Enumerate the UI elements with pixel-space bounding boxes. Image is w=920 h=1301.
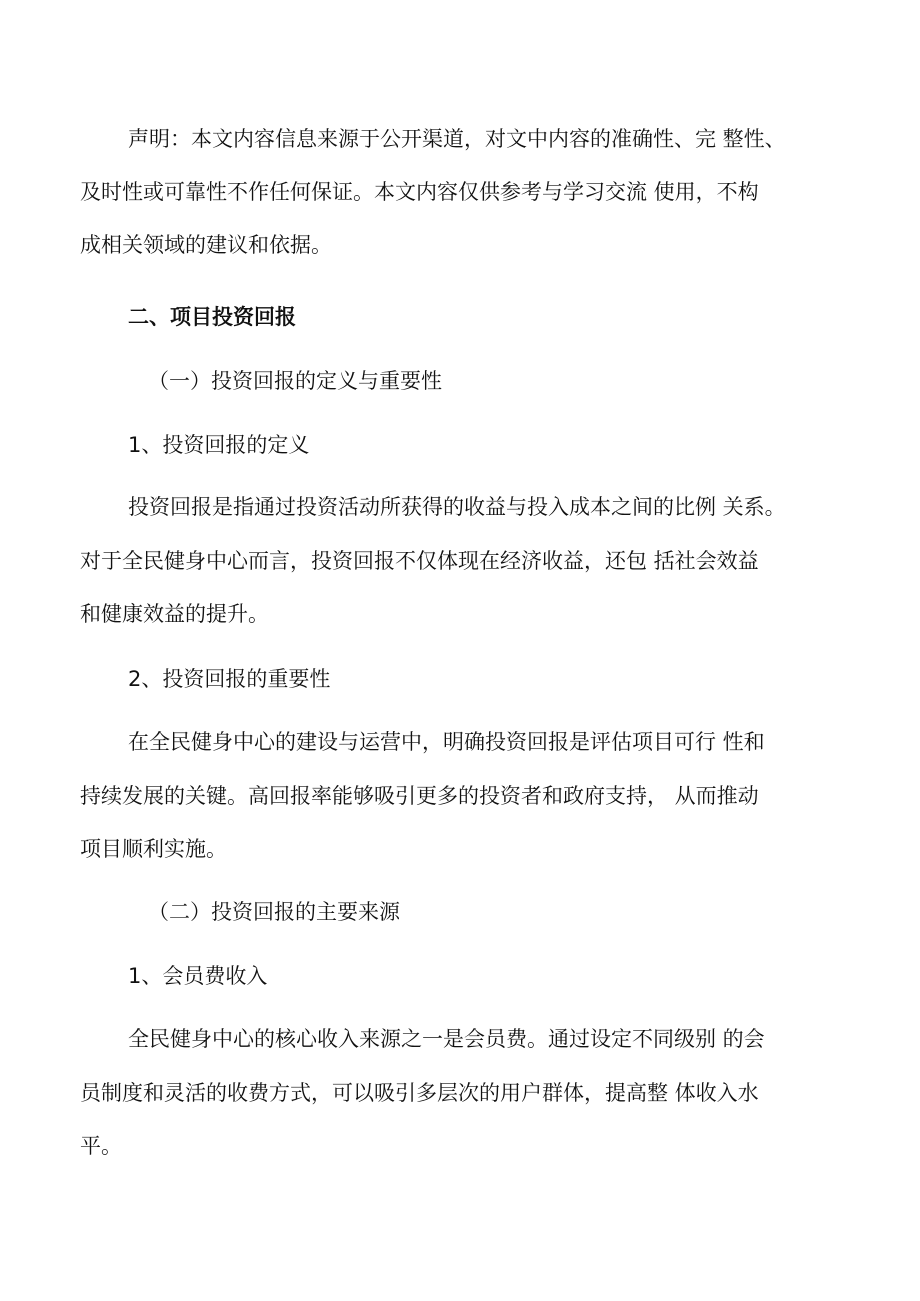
- item-body-3-line-1: 全民健身中心的核心收入来源之一是会员费。通过设定不同级别 的会: [128, 1027, 765, 1051]
- disclaimer-line-1: 声明：本文内容信息来源于公开渠道，对文中内容的准确性、完 整性、: [128, 127, 786, 151]
- item-body-1-line-2: 对于全民健身中心而言，投资回报不仅体现在经济收益，还包 括社会效益: [80, 549, 759, 573]
- disclaimer-line-2: 及时性或可靠性不作任何保证。本文内容仅供参考与学习交流 使用，不构: [80, 180, 759, 204]
- subsection-title-2: （二）投资回报的主要来源: [148, 900, 400, 924]
- item-title-3: 1、会员费收入: [128, 964, 268, 988]
- item-body-2-line-3: 项目顺利实施。: [80, 837, 227, 861]
- disclaimer-line-3: 成相关领域的建议和依据。: [80, 233, 332, 257]
- item-body-2-line-2: 持续发展的关键。高回报率能够吸引更多的投资者和政府支持， 从而推动: [80, 784, 759, 808]
- item-body-2-line-1: 在全民健身中心的建设与运营中，明确投资回报是评估项目可行 性和: [128, 730, 765, 754]
- item-body-1-line-3: 和健康效益的提升。: [80, 602, 269, 626]
- item-body-1-line-1: 投资回报是指通过投资活动所获得的收益与投入成本之间的比例 关系。: [128, 495, 786, 519]
- subsection-title-1: （一）投资回报的定义与重要性: [148, 369, 442, 393]
- item-title-1: 1、投资回报的定义: [128, 433, 310, 457]
- item-body-3-line-3: 平。: [80, 1134, 122, 1158]
- item-title-2: 2、投资回报的重要性: [128, 667, 331, 691]
- item-body-3-line-2: 员制度和灵活的收费方式，可以吸引多层次的用户群体，提高整 体收入水: [80, 1081, 759, 1105]
- section-title: 二、项目投资回报: [128, 305, 296, 329]
